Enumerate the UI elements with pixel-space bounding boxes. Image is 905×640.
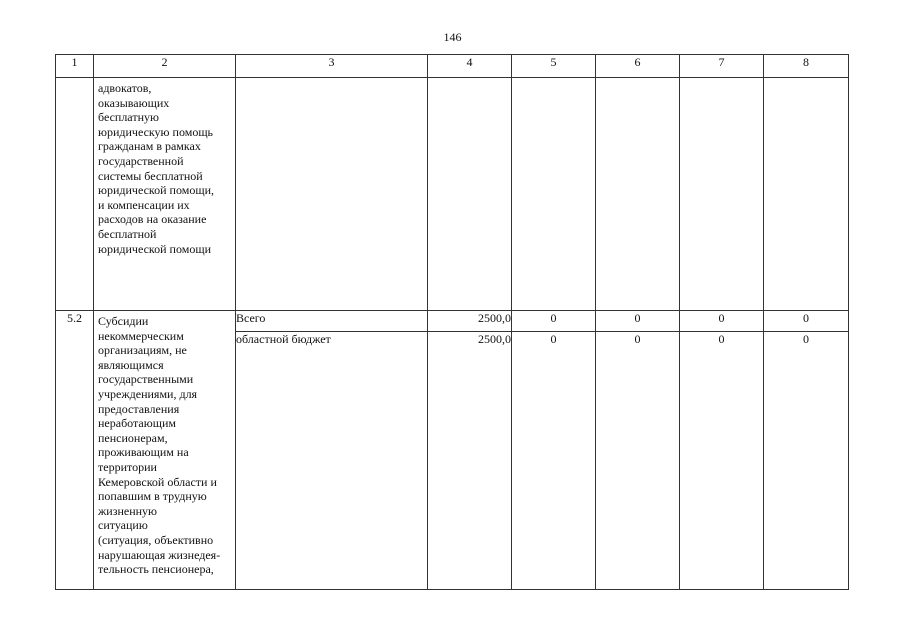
value-cell: 0 xyxy=(596,332,680,590)
table-row xyxy=(56,311,849,332)
column-number-row xyxy=(56,55,849,78)
row-number-cell xyxy=(56,78,94,311)
value-cell xyxy=(512,78,596,311)
column-header-6: 6 xyxy=(596,55,680,78)
row-description: Субсидии некоммерческим организациям, не являющимся государственными учреждениями, для предоставления неработающим пенсионерам, проживающим на территории Кемеровской области и попавшим в трудную жизненную ситуацию (ситуация, объективно нарушающая жизнедея- тельность пенсионера, xyxy=(98,314,221,577)
column-header-3: 3 xyxy=(236,55,428,78)
value-cell: 0 xyxy=(764,311,849,332)
source-cell: областной бюджет xyxy=(236,332,428,590)
source-cell: Всего xyxy=(236,311,428,332)
value-cell: 0 xyxy=(680,311,764,332)
row-description: адвокатов, оказывающих бесплатную юридическую помощь гражданам в рамках государственной системы бесплатной юридической помощи, и компенсации их расходов на оказание бесплатной юридической помощи xyxy=(98,81,214,256)
value-cell xyxy=(596,78,680,311)
value-cell: 0 xyxy=(512,332,596,590)
value-cell: 2500,0 xyxy=(428,311,512,332)
column-header-1: 1 xyxy=(56,55,94,78)
column-header-2: 2 xyxy=(94,55,236,78)
value-cell: 0 xyxy=(764,332,849,590)
table-row xyxy=(56,78,849,311)
value-cell xyxy=(680,78,764,311)
row-number-cell: 5.2 xyxy=(56,311,94,590)
source-cell xyxy=(236,78,428,311)
column-header-7: 7 xyxy=(680,55,764,78)
row-description-cell xyxy=(94,78,236,311)
column-header-5: 5 xyxy=(512,55,596,78)
value-cell: 0 xyxy=(596,311,680,332)
column-header-4: 4 xyxy=(428,55,512,78)
value-cell: 0 xyxy=(680,332,764,590)
budget-table xyxy=(55,54,849,590)
value-cell: 0 xyxy=(512,311,596,332)
value-cell xyxy=(764,78,849,311)
column-header-8: 8 xyxy=(764,55,849,78)
value-cell: 2500,0 xyxy=(428,332,512,590)
row-description-cell xyxy=(94,311,236,590)
value-cell xyxy=(428,78,512,311)
page-number: 146 xyxy=(443,30,462,44)
